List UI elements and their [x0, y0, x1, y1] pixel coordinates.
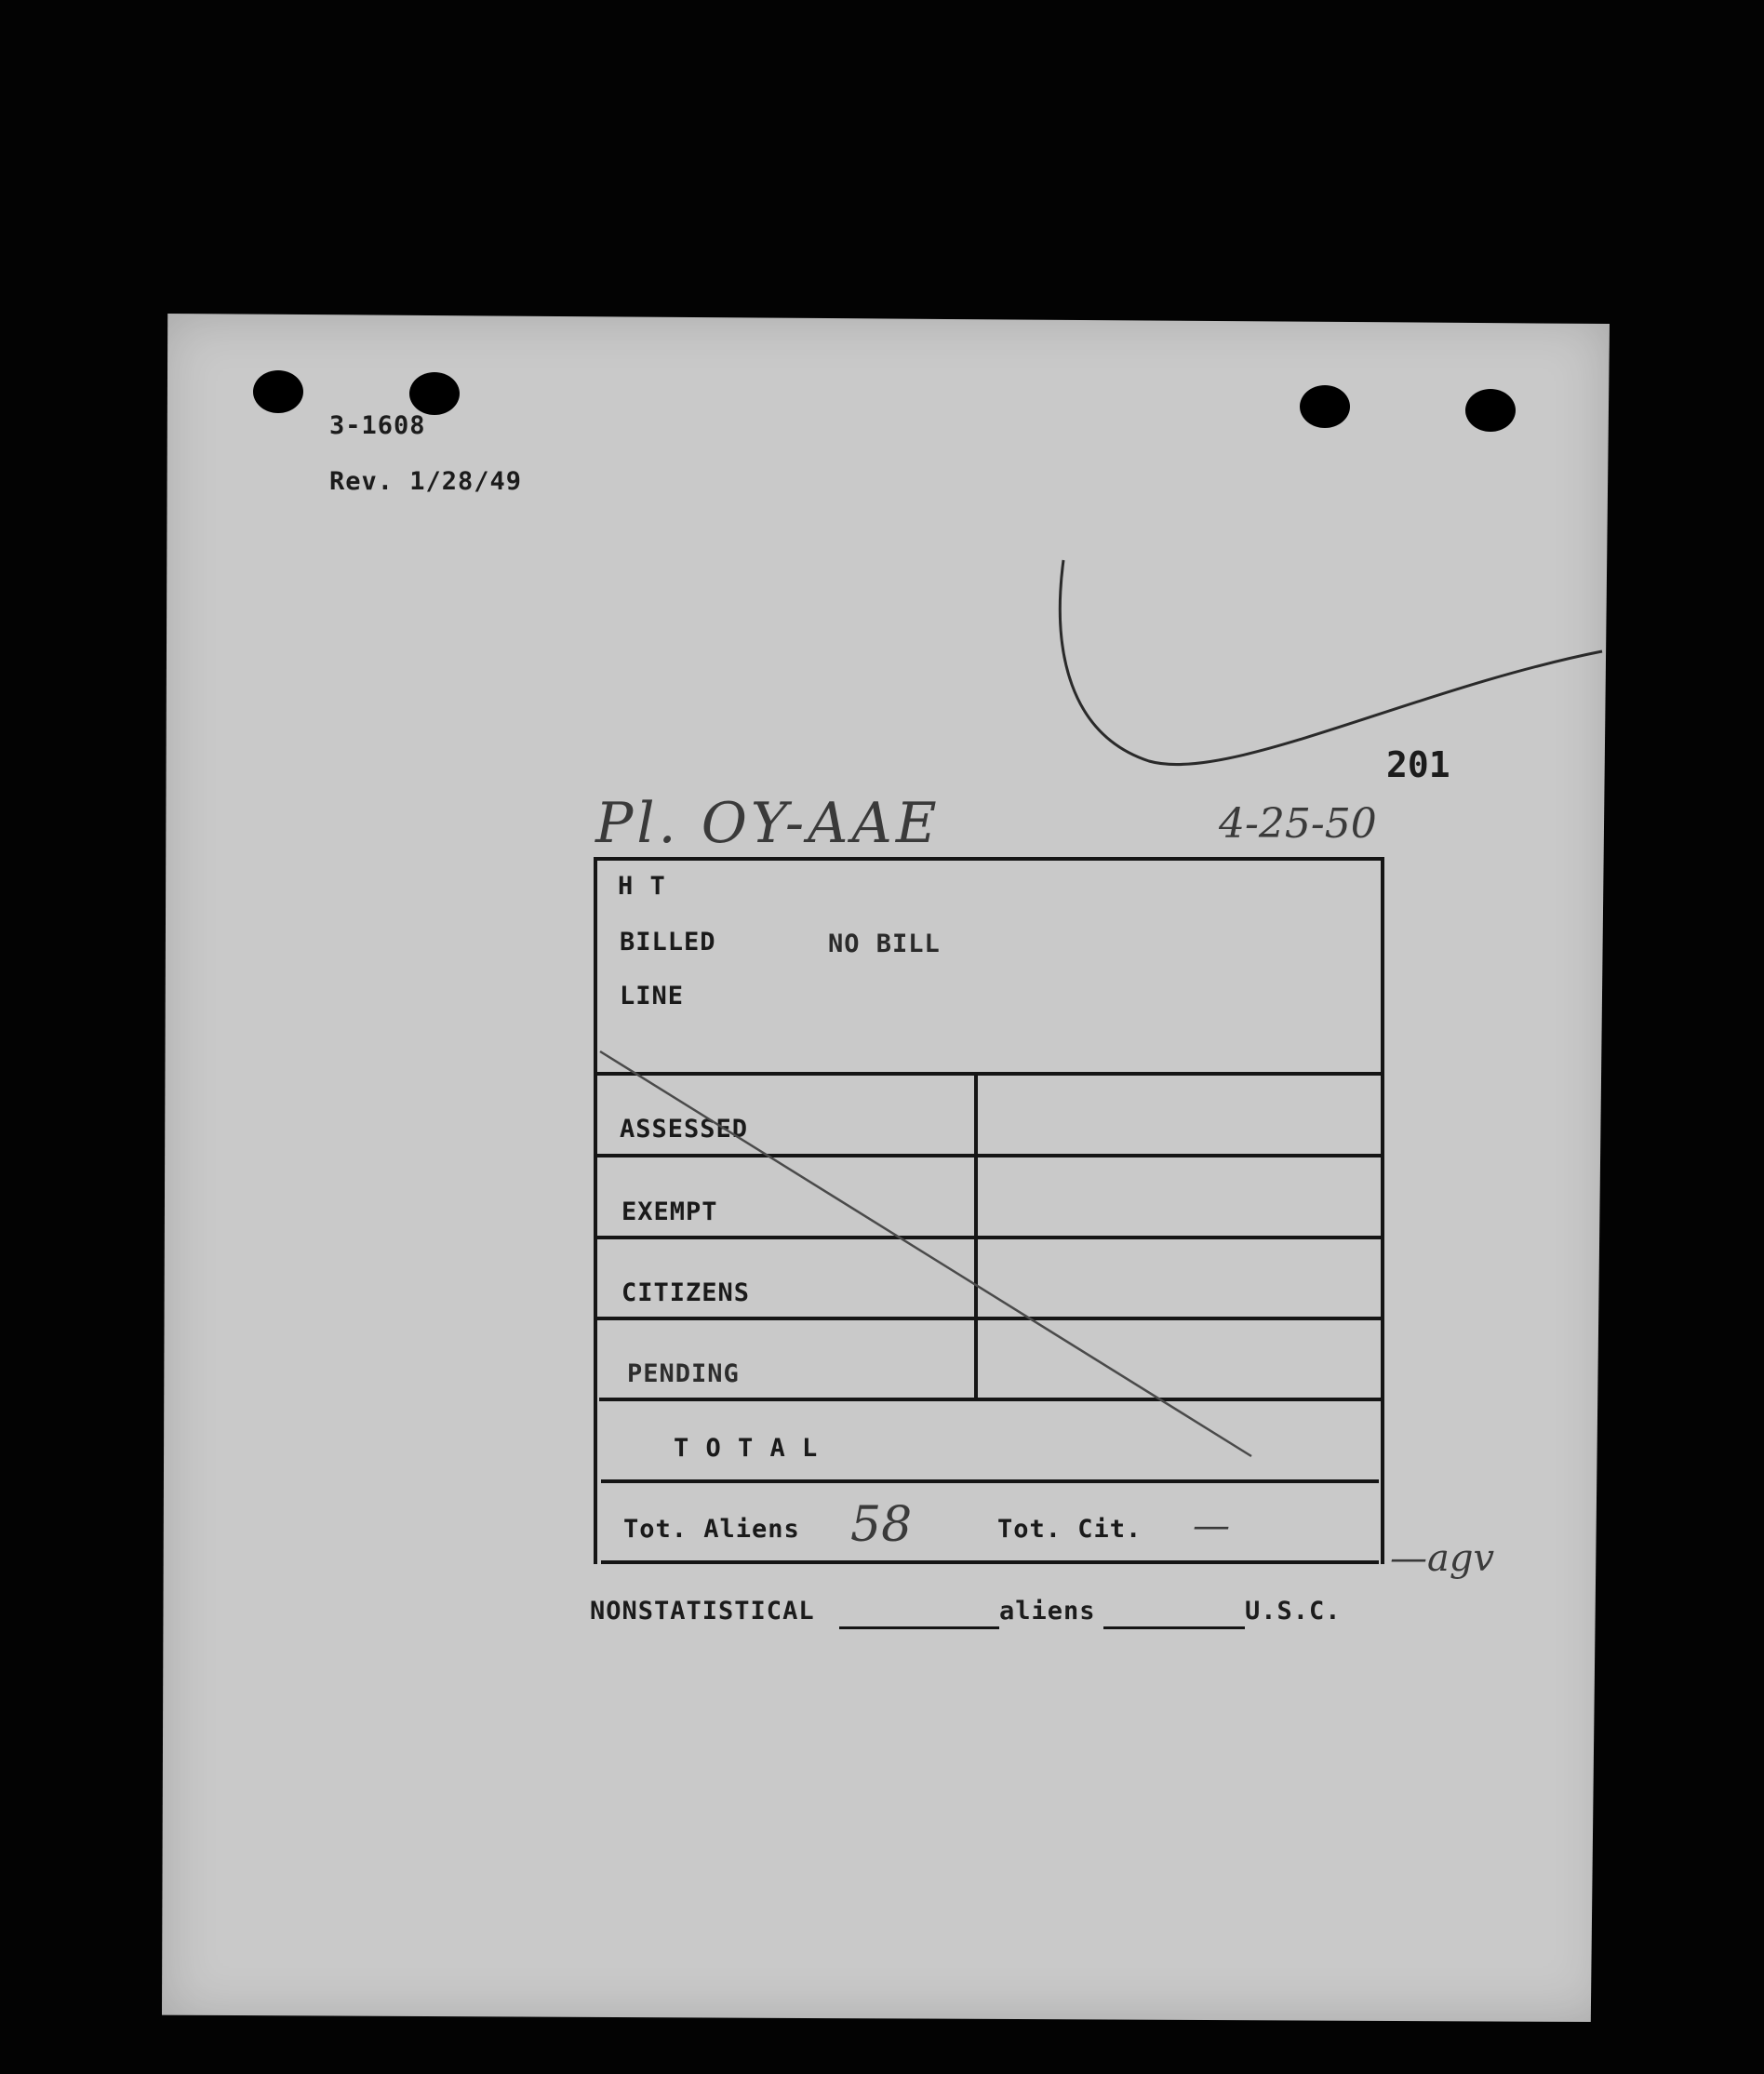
- label-pending: PENDING: [627, 1359, 740, 1388]
- label-line: LINE: [620, 982, 685, 1010]
- punch-hole: [409, 372, 460, 415]
- label-billed: BILLED: [620, 928, 716, 957]
- form-number: 3-1608: [329, 411, 426, 440]
- form-revision: Rev. 1/28/49: [329, 467, 523, 496]
- label-aliens: aliens: [999, 1597, 1096, 1626]
- handwritten-initials: —agv: [1390, 1537, 1495, 1580]
- column-divider: [974, 1072, 978, 1399]
- nonstatistical-blank-line: [839, 1626, 999, 1629]
- stamp-number: 201: [1386, 744, 1450, 785]
- table-border-bottom: [601, 1560, 1379, 1564]
- row-divider: [597, 1317, 1381, 1320]
- table-border-left: [594, 857, 597, 1564]
- label-exempt: EXEMPT: [621, 1198, 718, 1226]
- label-tot-cit: Tot. Cit.: [997, 1515, 1143, 1544]
- row-divider: [599, 1398, 1381, 1401]
- label-total: T O T A L: [674, 1434, 819, 1463]
- punch-hole: [1300, 385, 1350, 428]
- row-divider: [597, 1236, 1381, 1239]
- label-usc: U.S.C.: [1245, 1597, 1342, 1626]
- tot-cit-value: —: [1193, 1505, 1230, 1547]
- label-nonstatistical: NONSTATISTICAL: [590, 1597, 815, 1626]
- punch-hole: [253, 370, 303, 413]
- row-divider: [594, 1072, 1384, 1076]
- punch-hole: [1465, 389, 1516, 432]
- handwritten-date: 4-25-50: [1219, 800, 1377, 848]
- tot-aliens-value: 58: [850, 1497, 913, 1553]
- label-assessed: ASSESSED: [620, 1115, 749, 1144]
- table-border-top: [594, 857, 1384, 861]
- aliens-blank-line: [1103, 1626, 1245, 1629]
- table-border-right: [1381, 857, 1384, 1564]
- label-tot-aliens: Tot. Aliens: [623, 1515, 800, 1544]
- label-citizens: CITIZENS: [621, 1278, 751, 1307]
- handwritten-reference: Pl. OY-AAE: [595, 791, 941, 856]
- row-divider: [597, 1154, 1381, 1157]
- form-table: [594, 857, 1384, 1564]
- row-divider: [601, 1479, 1379, 1483]
- label-ht: H T: [618, 872, 666, 901]
- billed-value: NO BILL: [828, 930, 941, 958]
